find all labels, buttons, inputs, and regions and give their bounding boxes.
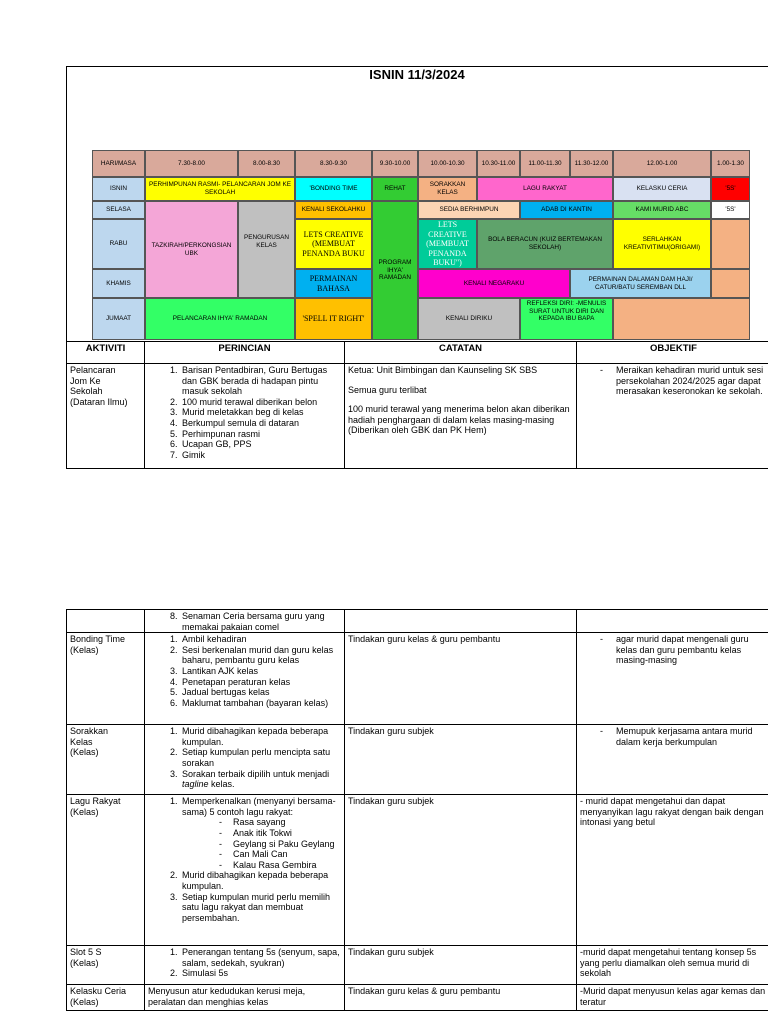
cell-empty [711, 219, 750, 269]
col-header-catatan: CATATAN [345, 342, 577, 364]
cell-adab-di-kantin: ADAB DI KANTIN [520, 201, 613, 219]
perincian-slot-5s: 1. Penerangan tentang 5s (senyum, sapa, salam, sedekah, syukran) 2. Simulasi 5s [145, 946, 345, 985]
catatan-pelancaran: Ketua: Unit Bimbingan dan Kaunseling SK SBS Semua guru terlibat 100 murid terawal yang menerima belon akan diberikan hadiah penghargaan di dalam kelas masing-masing (Diberikan oleh GBK dan PK Hem) [345, 364, 577, 469]
sched-header: 10.30-11.00 [477, 150, 520, 177]
aktiviti-bonding-time: Bonding Time (Kelas) [67, 633, 145, 725]
catatan-lagu-rakyat: Tindakan guru subjek [345, 795, 577, 946]
sched-header: 12.00-1.00 [613, 150, 711, 177]
catatan-bonding-time: Tindakan guru kelas & guru pembantu [345, 633, 577, 725]
day-jumaat: JUMAAT [92, 298, 145, 340]
perincian-kelasku-ceria: Menyusun atur kedudukan kerusi meja, peralatan dan menghias kelas [145, 985, 345, 1011]
cell-tazkirah: TAZKIRAH/PERKONGSIAN UBK [145, 201, 238, 298]
perincian-bonding-time: 1. Ambil kehadiran 2. Sesi berkenalan murid dan guru kelas baharu, pembantu guru kelas 3. Lantikan AJK kelas 4. Penetapan peraturan kelas 5. Jadual bertugas kelas 6. Maklumat tambahan (bayaran kelas) [145, 633, 345, 725]
cell-pengurusan-kelas: PENGURUSAN KELAS [238, 201, 295, 298]
col-header-perincian: PERINCIAN [145, 342, 345, 364]
cell-bola-beracun: BOLA BERACUN (KUIZ BERTEMAKAN SEKOLAH) [477, 219, 613, 269]
objektif-kelasku-ceria: -Murid dapat menyusun kelas agar kemas dan teratur [577, 985, 768, 1011]
aktiviti-kelasku-ceria: Kelasku Ceria (Kelas) [67, 985, 145, 1011]
catatan-cell [345, 610, 577, 633]
sched-header: 11.30-12.00 [570, 150, 613, 177]
activity-table-bottom [66, 609, 768, 1011]
perincian-sorakkan: 1. Murid dibahagikan kepada beberapa kumpulan. 2. Setiap kumpulan perlu mencipta satu sorakan 3. Sorakan terbaik dipilih untuk menjadi tagline kelas. [145, 725, 345, 795]
sched-header: 7.30-8.00 [145, 150, 238, 177]
sched-header: 8.30-9.30 [295, 150, 372, 177]
cell-kenali-diriku: KENALI DIRIKU [418, 298, 520, 340]
cell-program-ihya: PROGRAM IHYA' RAMADAN [372, 201, 418, 340]
cell-kelasku-ceria: KELASKU CERIA [613, 177, 711, 201]
col-header-objektif: OBJEKTIF [577, 342, 768, 364]
perincian-pelancaran: 1. Barisan Pentadbiran, Guru Bertugas dan GBK berada di hadapan pintu masuk sekolah 2. 100 murid terawal diberikan belon 3. Murid meletakkan beg di kelas 4. Berkumpul semula di dataran 5. Perhimpunan rasmi 6. Ucapan GB, PPS 7. Gimik [145, 364, 345, 469]
day-selasa: SELASA [92, 201, 145, 219]
catatan-sorakkan: Tindakan guru subjek [345, 725, 577, 795]
cell-pelancaran-ihya: PELANCARAN IHYA' RAMADAN [145, 298, 295, 340]
catatan-slot-5s: Tindakan guru subjek [345, 946, 577, 985]
day-khamis: KHAMIS [92, 269, 145, 298]
cell-spell-it-right: 'SPELL IT RIGHT' [295, 298, 372, 340]
activity-table-top [66, 341, 768, 469]
aktiviti-sorakkan: Sorakkan Kelas (Kelas) [67, 725, 145, 795]
cell-permainan-bahasa: PERMAINAN BAHASA [295, 269, 372, 298]
cell-kenali-sekolahku: KENALI SEKOLAHKU [295, 201, 372, 219]
day-isnin: ISNIN [92, 177, 145, 201]
objektif-sorakkan: - Memupuk kerjasama antara murid dalam kerja berkumpulan [577, 725, 768, 795]
cell-5s: '5S' [711, 177, 750, 201]
aktiviti-lagu-rakyat: Lagu Rakyat (Kelas) [67, 795, 145, 946]
catatan-kelasku-ceria: Tindakan guru kelas & guru pembantu [345, 985, 577, 1011]
cell-lets-creative: LETS CREATIVE (MEMBUAT PENANDA BUKU [295, 219, 372, 269]
sched-header: 10.00-10.30 [418, 150, 477, 177]
col-header-aktiviti: AKTIVITI [67, 342, 145, 364]
cell-lagu-rakyat: LAGU RAKYAT [477, 177, 613, 201]
sched-header: 8.00-8.30 [238, 150, 295, 177]
cell-empty [613, 298, 750, 340]
aktiviti-pelancaran: Pelancaran Jom Ke Sekolah (Dataran Ilmu) [67, 364, 145, 469]
objektif-slot-5s: -murid dapat mengetahui tentang konsep 5s yang perlu diamalkan oleh semua murid di sekolah [577, 946, 768, 985]
cell-sorakkan: SORAKKAN KELAS [418, 177, 477, 201]
objektif-lagu-rakyat: - murid dapat mengetahui dan dapat menyanyikan lagu rakyat dengan baik dengan intonasi yang betul [577, 795, 768, 946]
cell-serlahkan: SERLAHKAN KREATIVITIMU(ORIGAMI) [613, 219, 711, 269]
aktiviti-slot-5s: Slot 5 S (Kelas) [67, 946, 145, 985]
cell-5s: '5S' [711, 201, 750, 219]
cell-perhimpunan: PERHIMPUNAN RASMI- PELANCARAN JOM KE SEKOLAH [145, 177, 295, 201]
cell-lets-creative: LETS CREATIVE (MEMBUAT PENANDA BUKU") [418, 219, 477, 269]
sched-header: 1.00-1.30 [711, 150, 750, 177]
objektif-bonding-time: - agar murid dapat mengenali guru kelas dan guru pembantu kelas masing-masing [577, 633, 768, 725]
cell-refleksi-diri: REFLEKSI DIRI: -MENULIS SURAT UNTUK DIRI DAN KEPADA IBU BAPA [520, 298, 613, 340]
cell-kami-murid-abc: KAMI MURID ABC [613, 201, 711, 219]
aktiviti-cell [67, 610, 145, 633]
sched-header: 9.30-10.00 [372, 150, 418, 177]
cell-empty [711, 269, 750, 298]
sched-header: 11.00-11.30 [520, 150, 570, 177]
perincian-lagu-rakyat: 1. Memperkenalkan (menyanyi bersama-sama) 5 contoh lagu rakyat: - Rasa sayang - Anak itik Tokwi - Geylang si Paku Geylang - Can Mali Can - Kalau Rasa Gembira 2. Murid dibahagikan kepada beberapa kumpulan. 3. Setiap kumpulan murid perlu memilih satu lagu rakyat dan membuat persembahan. [145, 795, 345, 946]
cell-permainan-dalaman: PERMAINAN DALAMAN DAM HAJI/ CATUR/BATU SEREMBAN DLL [570, 269, 711, 298]
objektif-pelancaran: - Meraikan kehadiran murid untuk sesi persekolahan 2024/2025 agar dapat merasakan keseronokan ke sekolah. [577, 364, 768, 469]
sched-header: HARI/MASA [92, 150, 145, 177]
cell-rehat: REHAT [372, 177, 418, 201]
page-title: ISNIN 11/3/2024 [369, 67, 465, 82]
objektif-cell [577, 610, 768, 633]
cell-kenali-negaraku: KENALI NEGARAKU [418, 269, 570, 298]
perincian-continued: 8. Senaman Ceria bersama guru yang memakai pakaian comel [145, 610, 345, 633]
cell-bonding-time: 'BONDING TIME [295, 177, 372, 201]
day-rabu: RABU [92, 219, 145, 269]
cell-sedia-berhimpun: SEDIA BERHIMPUN [418, 201, 520, 219]
